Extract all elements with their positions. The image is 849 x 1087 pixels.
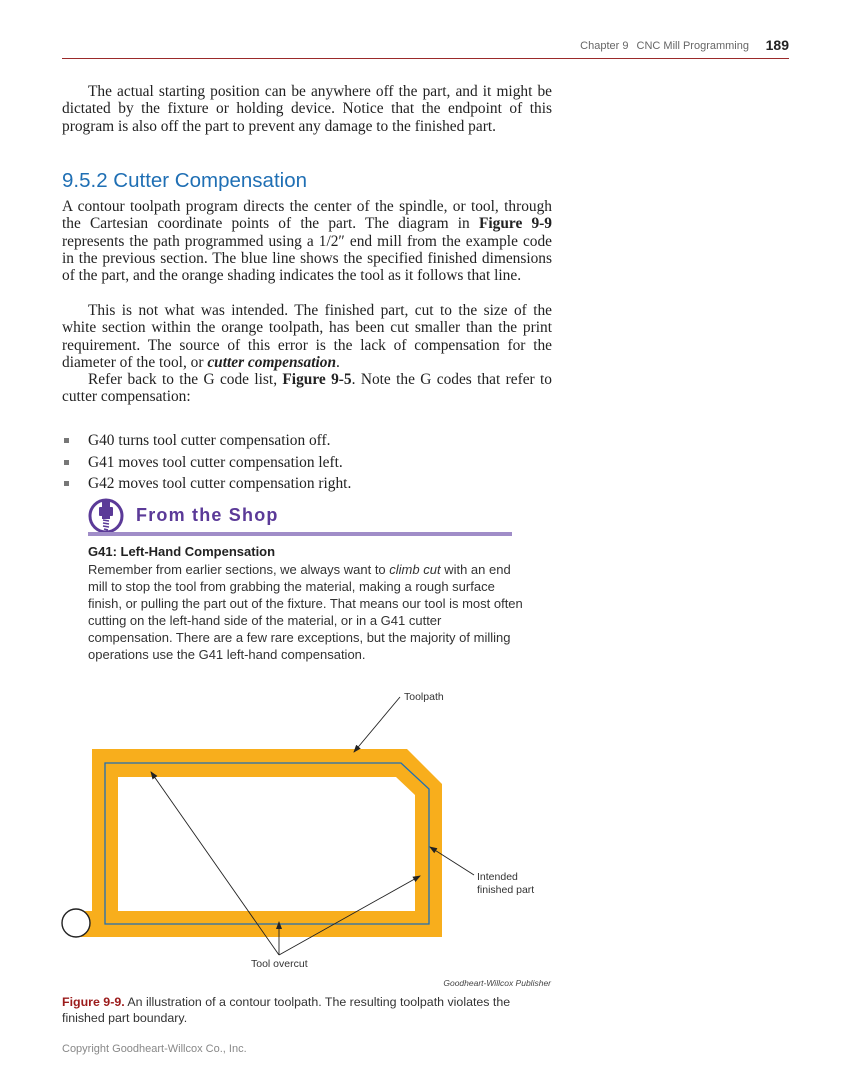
section-paragraph-1: [62, 198, 552, 284]
shop-divider: [88, 532, 512, 536]
bullet-square-icon: [64, 460, 69, 465]
figure-ref-9-9: Figure 9-9: [478, 215, 552, 233]
section-heading: 9.5.2 Cutter Compensation: [62, 169, 307, 192]
gcode-list: [62, 432, 552, 497]
intro-paragraph: The actual starting position can be anywhere off the part, and it might be dictated by the fixture or holding device. Notice that the endpoint of this program is also off the part to prevent any damage to the finished part.: [62, 83, 552, 135]
figure-9-9-diagram: [0, 680, 849, 970]
chapter-title: CNC Mill Programming: [636, 40, 749, 52]
end-mill-icon: [88, 498, 124, 534]
p3-text-before: Refer back to the G code list,: [88, 371, 283, 388]
p1-text-after: represents the path programmed using a 1/2″ end mill from the example code in the previous section. The blue line shows the specified finished dimensions of the part, and the orange shading indicates the tool as it follows that line.: [62, 232, 552, 285]
label-toolpath: Toolpath: [404, 691, 444, 703]
emphasis-climb-cut: climb cut: [389, 562, 441, 577]
chapter-number: Chapter 9: [580, 40, 629, 52]
label-tool-overcut: Tool overcut: [251, 958, 308, 970]
section-paragraph-3: [62, 371, 552, 406]
figure-credit: Goodheart-Willcox Publisher: [443, 978, 551, 988]
label-intended-2: finished part: [477, 884, 535, 896]
from-the-shop-header: [88, 498, 512, 538]
p3-text-after: . Note the G codes that refer to cutter compensation:: [62, 371, 552, 406]
figure-caption: Figure 9-9. An illustration of a contour toolpath. The resulting toolpath violates the finished part boundary.: [62, 995, 511, 1025]
caption-label: Figure 9-9.: [62, 995, 125, 1009]
shop-body: Remember from earlier sections, we always want to climb cut with an end mill to stop the tool from grabbing the material, making a rough surface finish, or pulling the part out of the fixture. That means our tool is most often cutting on the left-hand side of the material, or in a G41 cutter compensation. There are a few rare exceptions, but the majority of milling operations use the G41 left-hand compensation.: [88, 562, 523, 662]
p2-text-after: .: [336, 353, 340, 371]
copyright-footer: Copyright Goodheart-Willcox Co., Inc.: [62, 1043, 247, 1055]
figure-ref-9-5: Figure 9-5: [282, 371, 352, 388]
toolpath-band: [76, 749, 442, 937]
page-number: 189: [765, 37, 789, 53]
key-term: cutter compensation: [207, 353, 336, 371]
p2-text-before: This is not what was intended. The finished part, cut to the size of the white section within the orange toolpath, has been cut smaller than the print requirement. The source of this error is the lack of compensation for the diameter of the tool, or: [62, 302, 552, 371]
from-the-shop-title: From the Shop: [136, 505, 279, 525]
list-item: G42 moves tool cutter compensation right.: [62, 475, 552, 497]
bullet-square-icon: [64, 438, 69, 443]
section-paragraph-2: [62, 302, 552, 371]
p1-text-before: A contour toolpath program directs the center of the spindle, or tool, through the Cartesian coordinate points of the part. The diagram in: [62, 198, 552, 233]
tool-circle: [62, 909, 90, 937]
header-chapter: [575, 40, 749, 52]
list-item: G40 turns tool cutter compensation off.: [62, 432, 552, 454]
running-header: [62, 36, 789, 59]
shop-subtitle: G41: Left-Hand Compensation: [88, 544, 276, 559]
list-item: G41 moves tool cutter compensation left.: [62, 454, 552, 476]
intended-part-outline: [105, 763, 429, 924]
bullet-square-icon: [64, 481, 69, 486]
label-intended-1: Intended: [477, 871, 518, 883]
